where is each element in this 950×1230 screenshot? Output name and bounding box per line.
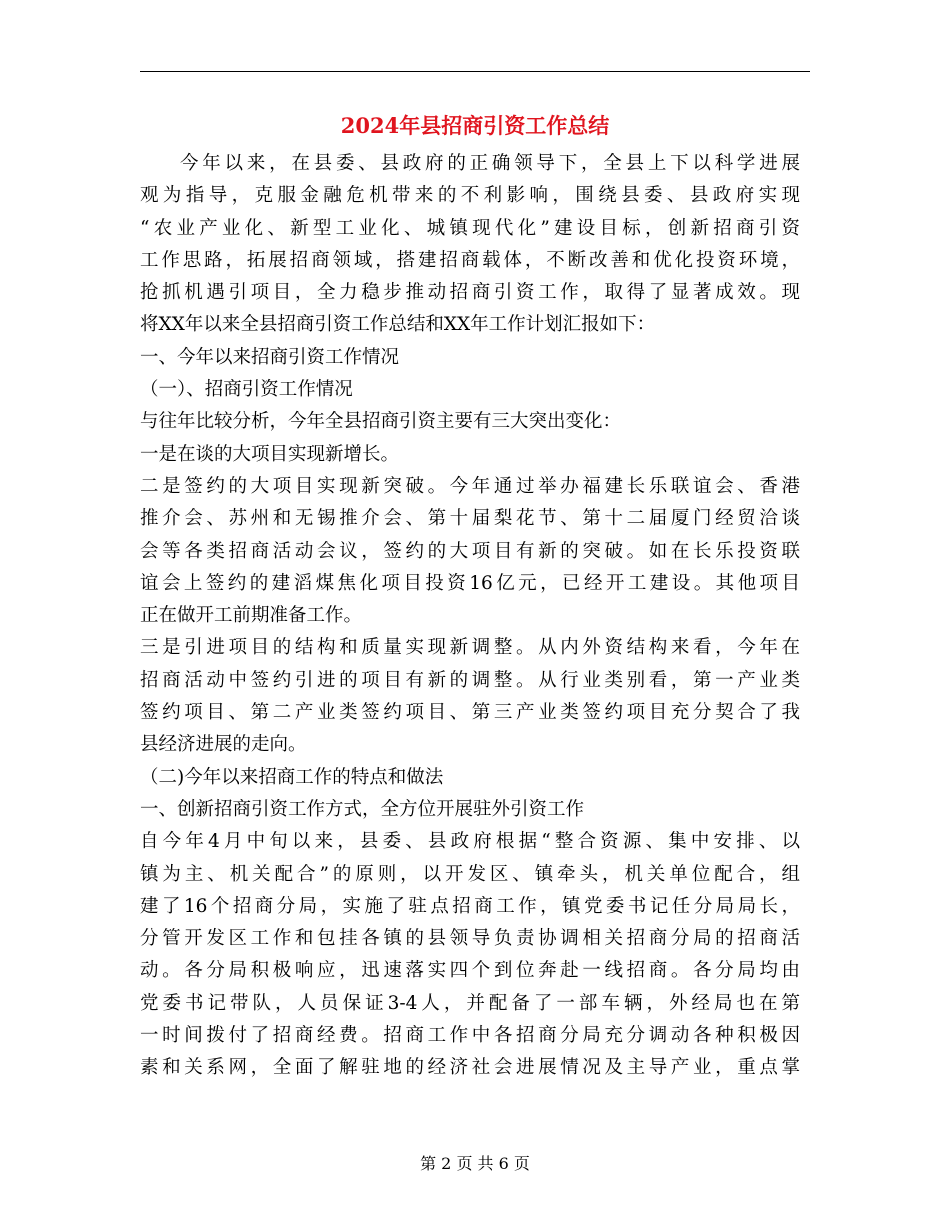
body-line: 动。各分局积极响应，迅速落实四个到位奔赴一线招商。各分局均由 — [140, 960, 800, 982]
section-heading: 一、创新招商引资工作方式，全方位开展驻外引资工作 — [140, 798, 585, 820]
body-line: 二是签约的大项目实现新突破。今年通过举办福建长乐联谊会、香港 — [140, 475, 800, 497]
body-line: 县经济进展的走向。 — [140, 734, 307, 756]
body-line: 观为指导，克服金融危机带来的不利影响，围绕县委、县政府实现 — [140, 185, 800, 207]
body-line: 工作思路，拓展招商领域，搭建招商载体，不断改善和优化投资环境， — [140, 249, 800, 271]
document-title: 2024年县招商引资工作总结 — [340, 113, 610, 138]
body-line: 镇为主、机关配合”的原则，以开发区、镇牵头，机关单位配合，组 — [140, 863, 800, 885]
body-line: 推介会、苏州和无锡推介会、第十届梨花节、第十二届厦门经贸洽谈 — [140, 508, 800, 530]
body-line: 招商活动中签约引进的项目有新的调整。从行业类别看，第一产业类 — [140, 669, 800, 691]
body-line: 谊会上签约的建滔煤焦化项目投资16亿元，已经开工建设。其他项目 — [140, 572, 800, 594]
subsection-heading: （一）、招商引资工作情况 — [140, 379, 353, 401]
body-line: 与往年比较分析，今年全县招商引资主要有三大突出变化： — [140, 411, 622, 433]
body-line: 自今年4月中旬以来，县委、县政府根据“整合资源、集中安排、以 — [140, 831, 800, 853]
subsection-heading: （二)今年以来招商工作的特点和做法 — [140, 766, 444, 788]
body-line: 分管开发区工作和包挂各镇的县领导负责协调相关招商分局的招商活 — [140, 928, 800, 950]
document-body — [140, 148, 800, 1085]
body-line: 抢抓机遇引项目，全力稳步推动招商引资工作，取得了显著成效。现 — [140, 282, 800, 304]
body-line: 三是引进项目的结构和质量实现新调整。从内外资结构来看，今年在 — [140, 637, 800, 659]
header-rule — [140, 71, 810, 72]
body-line: 党委书记带队，人员保证3-4人，并配备了一部车辆，外经局也在第 — [140, 992, 800, 1014]
body-line: 一是在谈的大项目实现新增长。 — [140, 443, 400, 465]
body-line: 一时间拨付了招商经费。招商工作中各招商分局充分调动各种积极因 — [140, 1025, 800, 1047]
body-line: 素和关系网，全面了解驻地的经济社会进展情况及主导产业，重点掌 — [140, 1057, 800, 1079]
page-number: 第 2 页 共 6 页 — [420, 1154, 530, 1173]
body-line: 将XX年以来全县招商引资工作总结和XX年工作计划汇报如下： — [140, 314, 656, 336]
body-line: 今年以来，在县委、县政府的正确领导下，全县上下以科学进展 — [180, 153, 800, 174]
body-line: 签约项目、第二产业类签约项目、第三产业类签约项目充分契合了我 — [140, 702, 800, 724]
body-line: 会等各类招商活动会议，签约的大项目有新的突破。如在长乐投资联 — [140, 540, 800, 562]
section-heading: 一、今年以来招商引资工作情况 — [140, 346, 400, 368]
body-line: “农业产业化、新型工业化、城镇现代化”建设目标，创新招商引资 — [140, 217, 800, 239]
body-line: 建了16个招商分局，实施了驻点招商工作，镇党委书记任分局局长， — [140, 895, 800, 917]
body-line: 正在做开工前期准备工作。 — [140, 605, 363, 627]
